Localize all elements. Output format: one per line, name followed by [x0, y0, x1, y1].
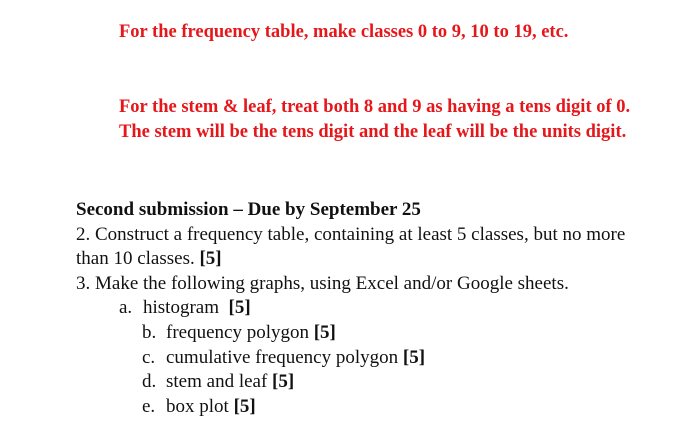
graph-item-cumulative-frequency-polygon [76, 346, 656, 371]
task-2 [76, 223, 656, 272]
graph-item-points: [5] [228, 297, 251, 319]
graph-item-box-plot [76, 395, 656, 420]
task-2-points: [5] [199, 248, 222, 270]
graph-item-letter: c. [142, 346, 156, 368]
graph-item-label: frequency polygon [166, 321, 309, 343]
task-2-text: 2. Construct a frequency table, containing at least 5 classes, but no more than 10 classes. [76, 223, 626, 270]
stem-leaf-note: For the stem & leaf, treat both 8 and 9 as having a tens digit of 0. The stem will be the tens digit and the leaf will be the units digit. [119, 97, 631, 142]
graph-item-letter: b. [142, 321, 157, 343]
graph-item-points: [5] [272, 371, 295, 393]
task-3-text: 3. Make the following graphs, using Excel and/or Google sheets. [76, 272, 569, 294]
task-3 [76, 272, 656, 297]
graph-item-stem-and-leaf [76, 370, 656, 395]
graph-item-frequency-polygon [76, 321, 656, 346]
graph-item-histogram [76, 296, 656, 321]
graph-item-points: [5] [402, 346, 426, 368]
graph-item-letter: a. [119, 297, 133, 319]
graph-item-letter: e. [142, 395, 156, 417]
graph-item-letter: d. [142, 371, 157, 393]
graph-item-points: [5] [313, 321, 336, 343]
second-submission-section [76, 198, 656, 419]
graph-item-label: histogram [143, 297, 219, 319]
frequency-table-note: For the frequency table, make classes 0 to 9, 10 to 19, etc. [119, 22, 569, 42]
submission-heading: Second submission – Due by September 25 [76, 199, 421, 220]
graph-item-points: [5] [233, 395, 256, 417]
graph-item-label: stem and leaf [166, 371, 268, 393]
graph-item-label: box plot [166, 395, 229, 417]
graph-list [76, 296, 656, 419]
graph-item-label: cumulative frequency polygon [166, 346, 399, 368]
